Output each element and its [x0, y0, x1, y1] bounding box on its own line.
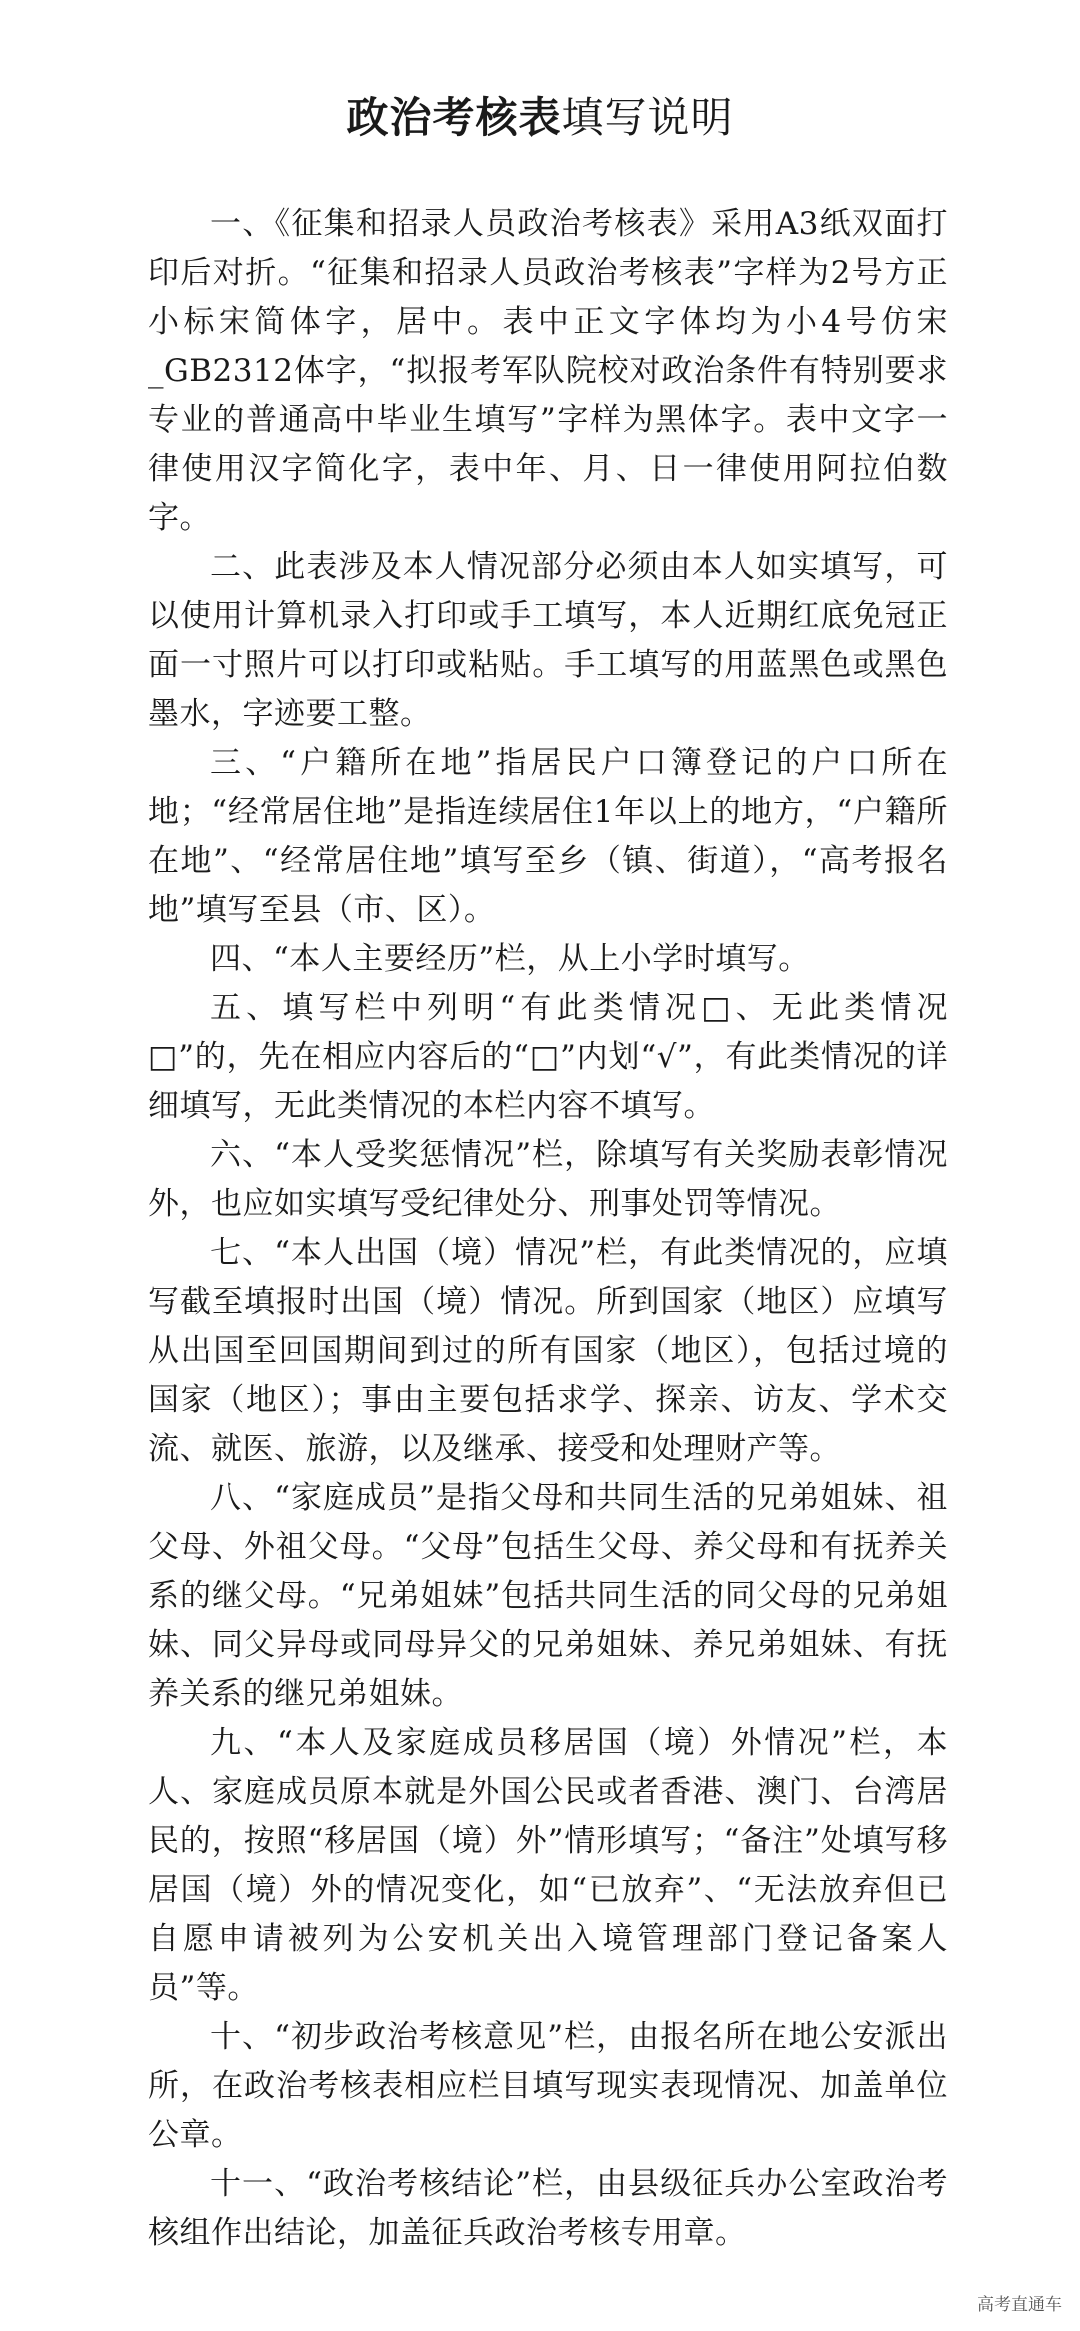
watermark: 高考直通车 — [977, 2295, 1062, 2315]
paragraph-10: 十、“初步政治考核意见”栏，由报名所在地公安派出所，在政治考核表相应栏目填写现实表现情况、加盖单位公章。 — [148, 2019, 948, 2153]
title-bold: 政治考核表 — [346, 93, 562, 142]
paragraph-6: 六、“本人受奖惩情况”栏，除填写有关奖励表彰情况外，也应如实填写受纪律处分、刑事处罚等情况。 — [148, 1137, 948, 1222]
paragraph-9: 九、“本人及家庭成员移居国（境）外情况”栏，本人、家庭成员原本就是外国公民或者香港、澳门、台湾居民的，按照“移居国（境）外”情形填写；“备注”处填写移居国（境）外的情况变化，如“已放弃”、“无法放弃但已自愿申请被列为公安机关出入境管理部门登记备案人员”等。 — [148, 1725, 948, 2006]
paragraph-7: 七、“本人出国（境）情况”栏，有此类情况的，应填写截至填报时出国（境）情况。所到国家（地区）应填写从出国至回国期间到过的所有国家（地区），包括过境的国家（地区）；事由主要包括求学、探亲、访友、学术交流、就医、旅游，以及继承、接受和处理财产等。 — [148, 1235, 948, 1467]
paragraph-1: 一、《征集和招录人员政治考核表》采用A3纸双面打印后对折。“征集和招录人员政治考核表”字样为2号方正小标宋简体字，居中。表中正文字体均为小4号仿宋_GB2312体字，“拟报考军队院校对政治条件有特别要求专业的普通高中毕业生填写”字样为黑体字。表中文字一律使用汉字简化字，表中年、月、日一律使用阿拉伯数字。 — [148, 206, 948, 536]
paragraph-11: 十一、“政治考核结论”栏，由县级征兵办公室政治考核组作出结论，加盖征兵政治考核专用章。 — [148, 2166, 948, 2251]
document-body — [148, 200, 948, 2258]
paragraph-8: 八、“家庭成员”是指父母和共同生活的兄弟姐妹、祖父母、外祖父母。“父母”包括生父母、养父母和有抚养关系的继父母。“兄弟姐妹”包括共同生活的同父母的兄弟姐妹、同父异母或同母异父的兄弟姐妹、养兄弟姐妹、有抚养关系的继兄弟姐妹。 — [148, 1480, 948, 1712]
paragraph-3: 三、“户籍所在地”指居民户口簿登记的户口所在地；“经常居住地”是指连续居住1年以上的地方，“户籍所在地”、“经常居住地”填写至乡（镇、街道），“高考报名地”填写至县（市、区）。 — [148, 745, 948, 928]
page-title — [0, 88, 1080, 148]
paragraph-4: 四、“本人主要经历”栏，从上小学时填写。 — [210, 941, 810, 977]
paragraph-5: 五、填写栏中列明“有此类情况□、无此类情况□”的，先在相应内容后的“□”内划“√”，有此类情况的详细填写，无此类情况的本栏内容不填写。 — [148, 990, 948, 1124]
title-rest: 填写说明 — [561, 93, 734, 142]
paragraph-2: 二、此表涉及本人情况部分必须由本人如实填写，可以使用计算机录入打印或手工填写，本人近期红底免冠正面一寸照片可以打印或粘贴。手工填写的用蓝黑色或黑色墨水，字迹要工整。 — [148, 549, 948, 732]
